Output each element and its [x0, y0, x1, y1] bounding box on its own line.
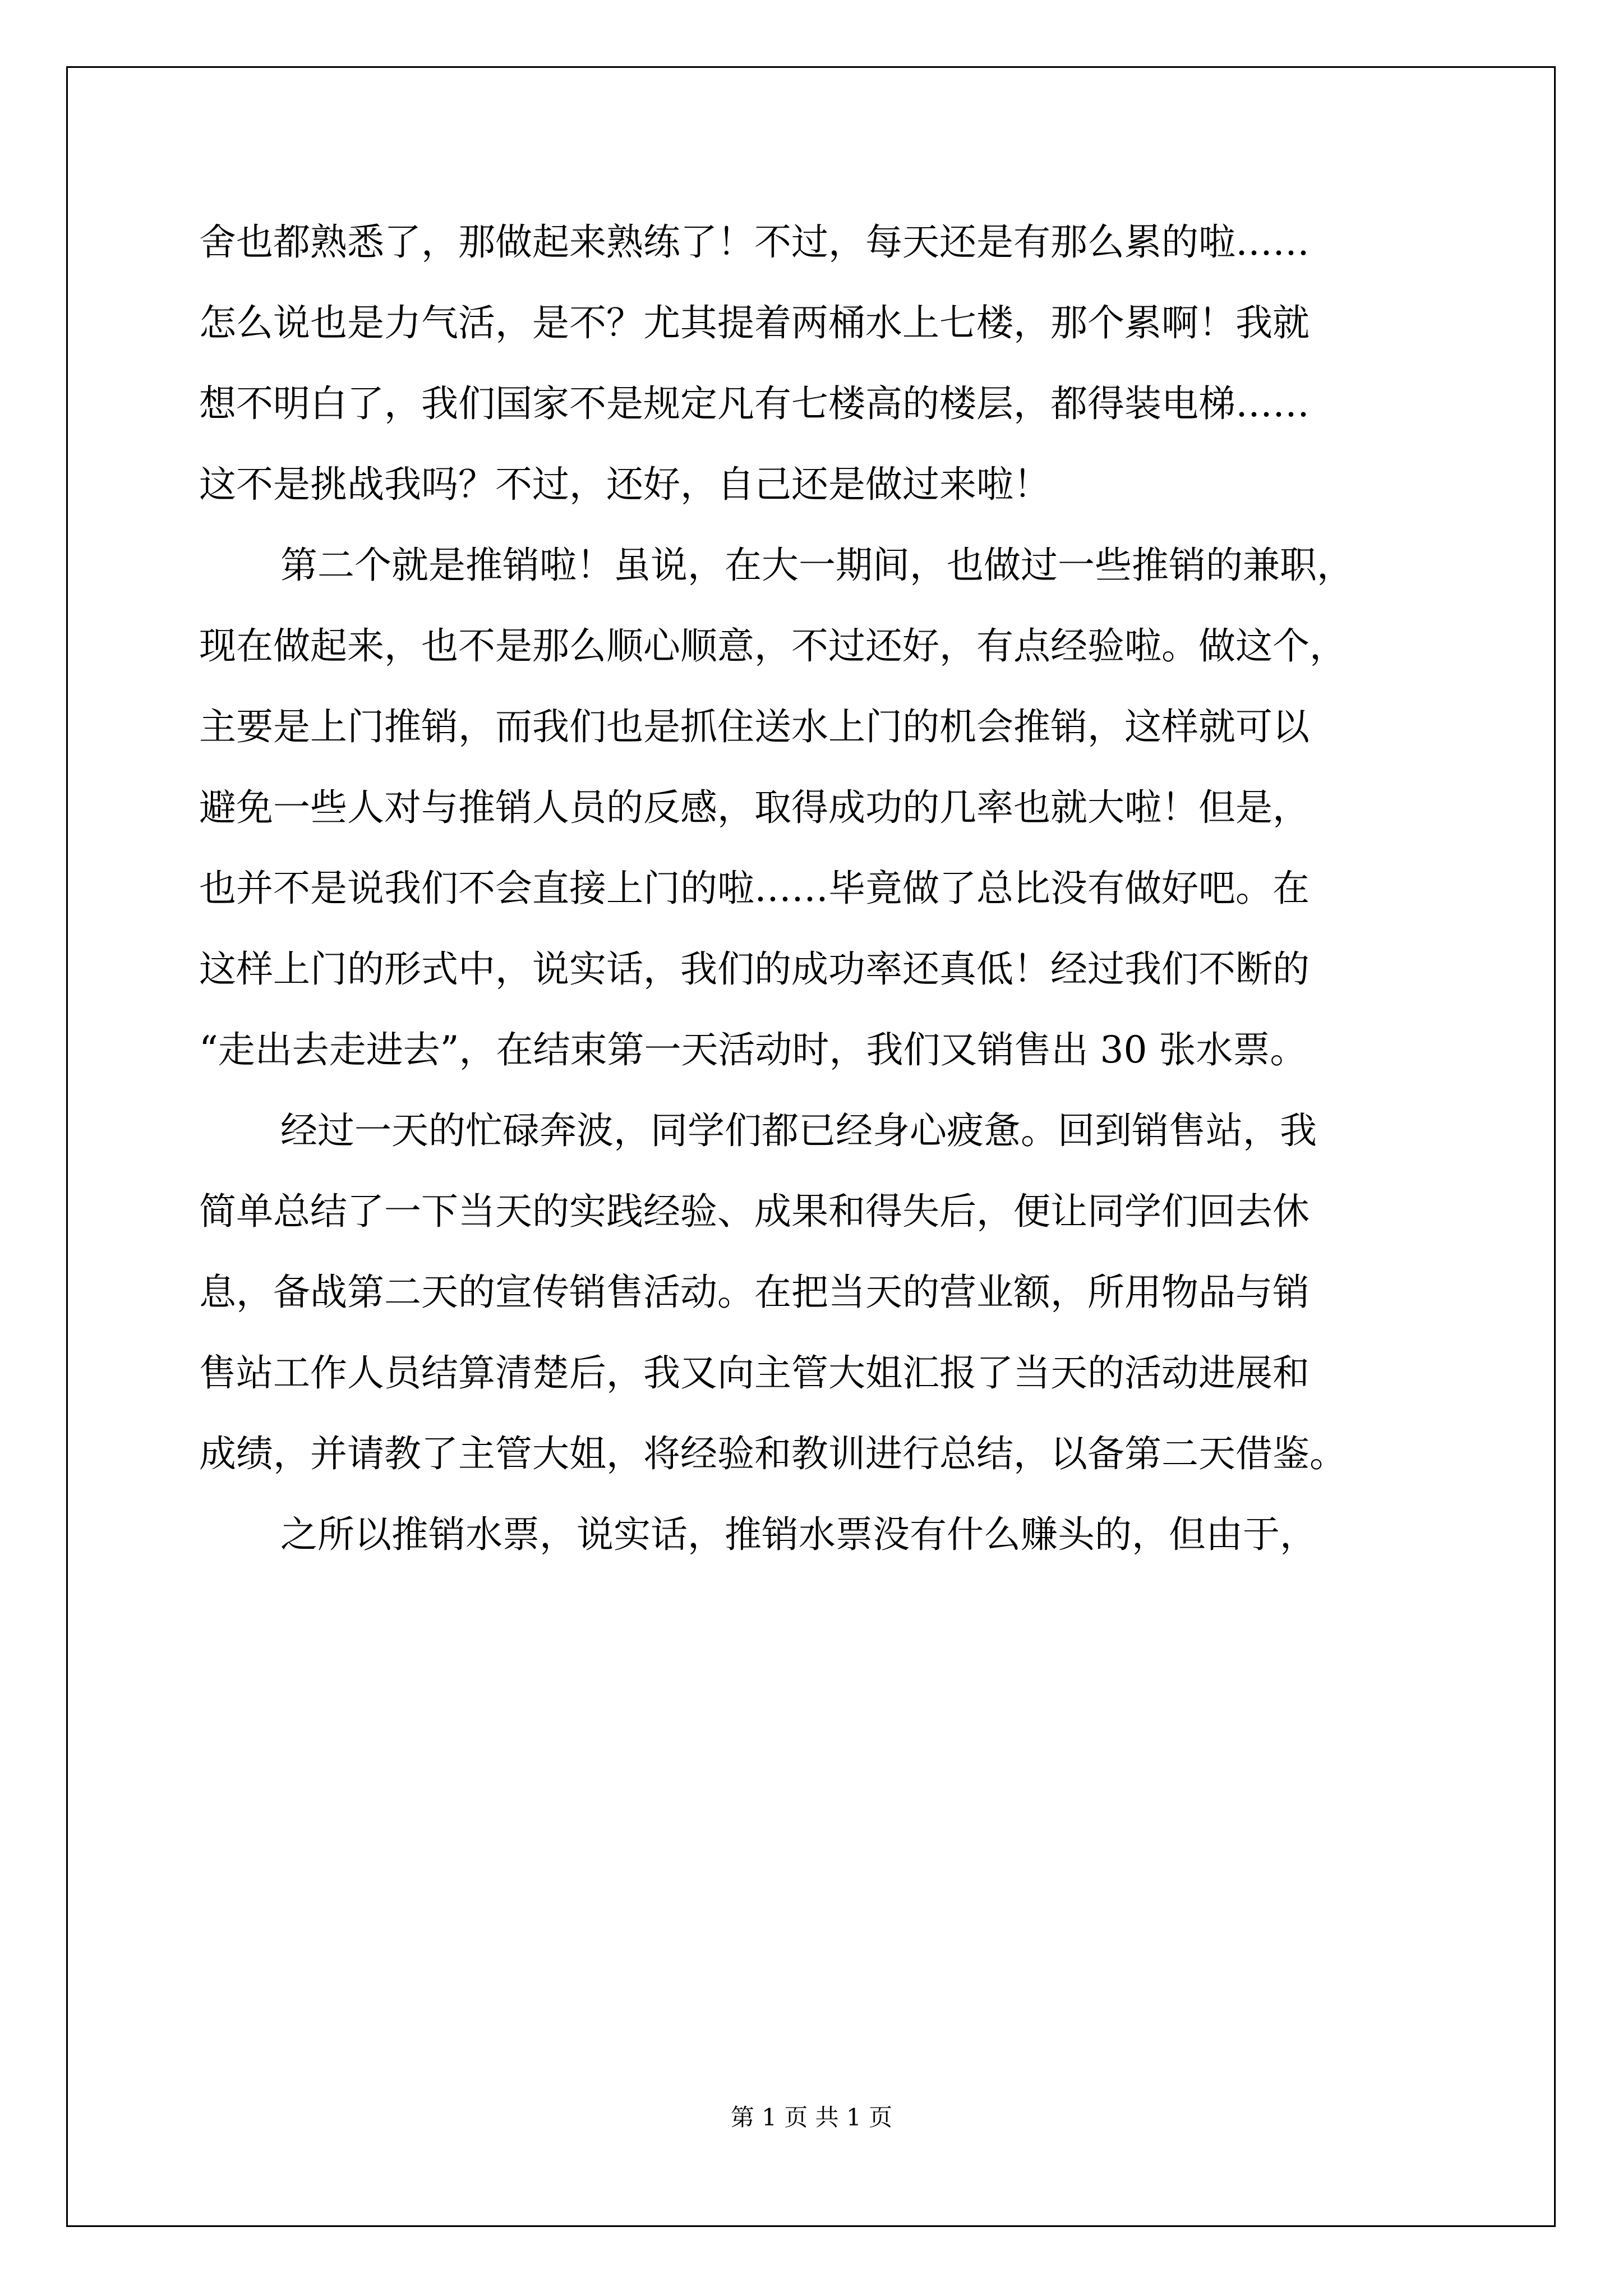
text-line: 这样上门的形式中，说实话，我们的成功率还真低！经过我们不断的	[199, 947, 1310, 991]
text-line: 这不是挑战我吗？不过，还好，自己还是做过来啦！	[199, 463, 1050, 506]
page-footer: 第 1 页 共 1 页	[730, 2104, 893, 2131]
text-line: 息，备战第二天的宣传销售活动。在把当天的营业额，所用物品与销	[199, 1271, 1310, 1314]
text-line: 现在做起来，也不是那么顺心顺意，不过还好，有点经验啦。做这个，	[199, 624, 1347, 668]
text-line: 简单总结了一下当天的实践经验、成果和得失后，便让同学们回去休	[199, 1190, 1310, 1233]
text-line: 也并不是说我们不会直接上门的啦……毕竟做了总比没有做好吧。在	[199, 867, 1310, 910]
text-line: 避免一些人对与推销人员的反感，取得成功的几率也就大啦！但是，	[199, 786, 1310, 829]
document-body	[199, 202, 1444, 1575]
text-line: 成绩，并请教了主管大姐，将经验和教训进行总结，以备第二天借鉴。	[199, 1432, 1347, 1475]
text-line: 舍也都熟悉了，那做起来熟练了！不过，每天还是有那么累的啦……	[199, 220, 1310, 264]
text-line: 之所以推销水票，说实话，推销水票没有什么赚头的，但由于，	[280, 1513, 1317, 1556]
text-line: 售站工作人员结算清楚后，我又向主管大姐汇报了当天的活动进展和	[199, 1351, 1310, 1395]
text-line: 经过一天的忙碌奔波，同学们都已经身心疲惫。回到销售站，我	[280, 1109, 1317, 1152]
text-line: 想不明白了，我们国家不是规定凡有七楼高的楼层，都得装电梯……	[199, 382, 1310, 425]
text-line: “走出去走进去”，在结束第一天活动时，我们又销售出 30 张水票。	[199, 1028, 1307, 1071]
text-line: 主要是上门推销，而我们也是抓住送水上门的机会推销，这样就可以	[199, 705, 1310, 748]
text-line: 怎么说也是力气活，是不？尤其提着两桶水上七楼，那个累啊！我就	[199, 301, 1310, 344]
text-line: 第二个就是推销啦！虽说，在大一期间，也做过一些推销的兼职，	[280, 544, 1354, 587]
